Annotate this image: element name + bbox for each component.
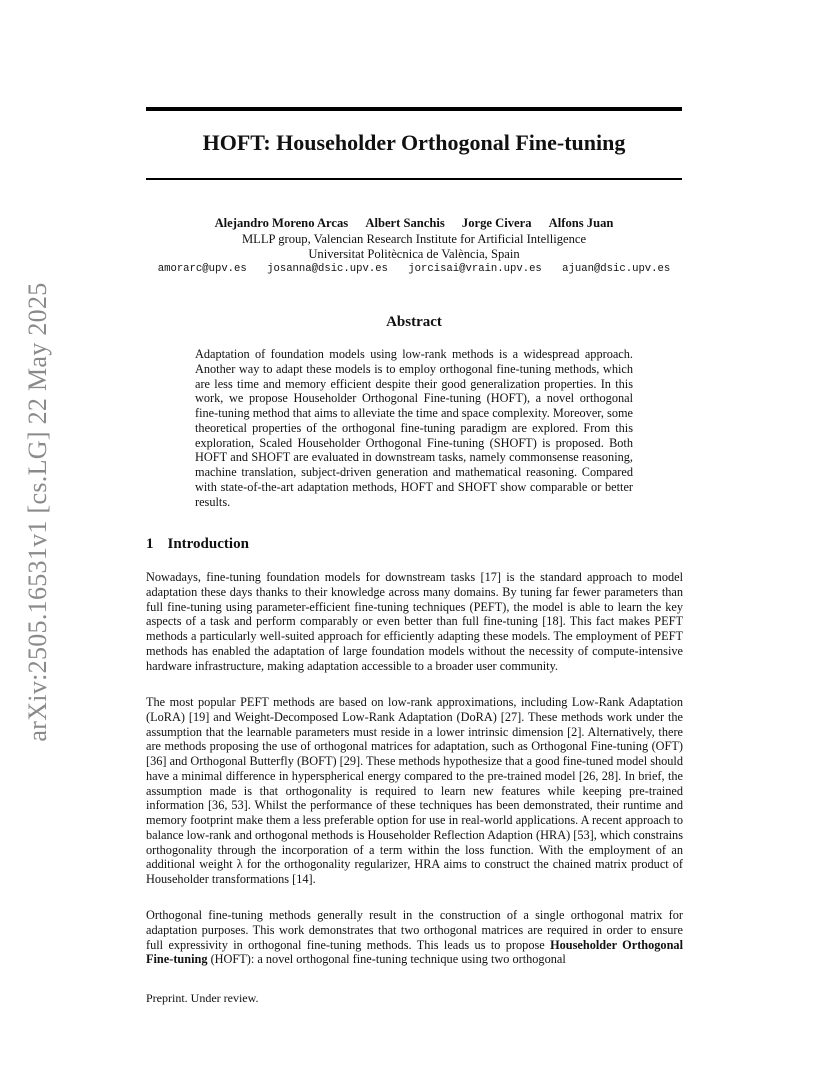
title-top-rule xyxy=(146,107,682,111)
paper-title: HOFT: Householder Orthogonal Fine-tuning xyxy=(202,130,626,155)
abstract-heading: Abstract xyxy=(386,314,442,330)
paragraph-text: (HOFT): a novel orthogonal fine-tuning technique using two orthogonal xyxy=(207,952,566,967)
author-list xyxy=(146,216,682,231)
email-address: jorcisai@vrain.upv.es xyxy=(408,263,542,275)
method-name-emphasis: Householder Orthogonal Fine-tuning xyxy=(146,937,683,967)
section-number: 1 xyxy=(146,536,154,552)
author-name: Alfons Juan xyxy=(548,216,614,230)
abstract-text: Adaptation of foundation models using low-rank methods is a widespread approach. Another way to adapt these models is to employ orthogonal fine-tuning methods, which are less time and memory efficient despite their good generalization properties. In this work, we propose Householder Orthogonal Fine-tuning (HOFT), a novel orthogonal fine-tuning method that aims to alleviate the time and space complexity. Moreover, some theoretical properties of the orthogonal fine-tuning paradigm are explored. From this exploration, Scaled Householder Orthogonal Fine-tuning (SHOFT) is proposed. Both HOFT and SHOFT are evaluated in downstream tasks, namely commonsense reasoning, machine translation, subject-driven generation and mathematical reasoning. Compared with state-of-the-art adaptation methods, HOFT and SHOFT show comparable or better results. xyxy=(195,347,633,509)
email-address: josanna@dsic.upv.es xyxy=(267,263,388,275)
title-bottom-rule xyxy=(146,178,682,180)
author-name: Jorge Civera xyxy=(461,216,532,230)
body-paragraph: The most popular PEFT methods are based on low-rank approximations, including Low-Rank Adaptation (LoRA) [19] and Weight-Decomposed Low-Rank Adaptation (DoRA) [27]. These methods work under the assumption that the learnable parameters must reside in a lower intrinsic dimension [2]. Alternatively, there are methods proposing the use of orthogonal matrices for adaptation, such as Orthogonal Fine-tuning (OFT) [36] and Orthogonal Butterfly (BOFT) [29]. These methods hypothesize that a good fine-tuned model should have a minimal difference in hyperspherical energy compared to the pre-trained model [26, 28]. In brief, the assumption made is that orthogonality is required to learn new features while keeping pre-trained information [36, 53]. Whilst the performance of these techniques has been demonstrated, their runtime and memory footprint make them a less preferable option for use in real-world applications. A recent approach to balance low-rank and orthogonal methods is Householder Reflection Adaption (HRA) [53], which constrains orthogonality through the incorporation of a term within the loss function. With the employment of an additional weight λ for the orthogonality regularizer, HRA aims to construct the chained matrix product of Householder transformations [14]. xyxy=(146,695,683,886)
affiliation-line: MLLP group, Valencian Research Institute for Artificial Intelligence xyxy=(241,232,587,246)
email-address: amorarc@upv.es xyxy=(157,263,247,275)
page-footer: Preprint. Under review. xyxy=(146,991,259,1005)
section-title: Introduction xyxy=(167,536,249,552)
arxiv-identifier-stamp: arXiv:2505.16531v1 [cs.LG] 22 May 2025 xyxy=(23,282,52,742)
section-heading xyxy=(146,536,249,553)
author-name: Albert Sanchis xyxy=(365,216,445,230)
author-name: Alejandro Moreno Arcas xyxy=(214,216,349,230)
author-emails xyxy=(146,263,682,275)
affiliation-line: Universitat Politècnica de València, Spain xyxy=(308,247,520,261)
email-address: ajuan@dsic.upv.es xyxy=(562,263,671,275)
paragraph-text: Orthogonal fine-tuning methods generally result in the construction of a single orthogonal matrix for adaptation purposes. This work demonstrates that two orthogonal matrices are required in order to ensure full expressivity in orthogonal fine-tuning methods. This leads us to propose xyxy=(146,908,683,952)
body-paragraph xyxy=(146,908,683,967)
body-paragraph: Nowadays, fine-tuning foundation models for downstream tasks [17] is the standard approach to model adaptation these days thanks to their knowledge across many domains. By tuning far fewer parameters than full fine-tuning using parameter-efficient fine-tuning techniques (PEFT), the model is able to learn the key aspects of a task and perform comparably or even better than full fine-tuning [18]. This fact makes PEFT methods a particularly well-suited approach for efficiently adapting these models. The employment of PEFT methods has enabled the adaptation of large foundation models without the necessity of compute-intensive hardware infrastructure, making adaptation accessible to a broader user community. xyxy=(146,570,683,673)
